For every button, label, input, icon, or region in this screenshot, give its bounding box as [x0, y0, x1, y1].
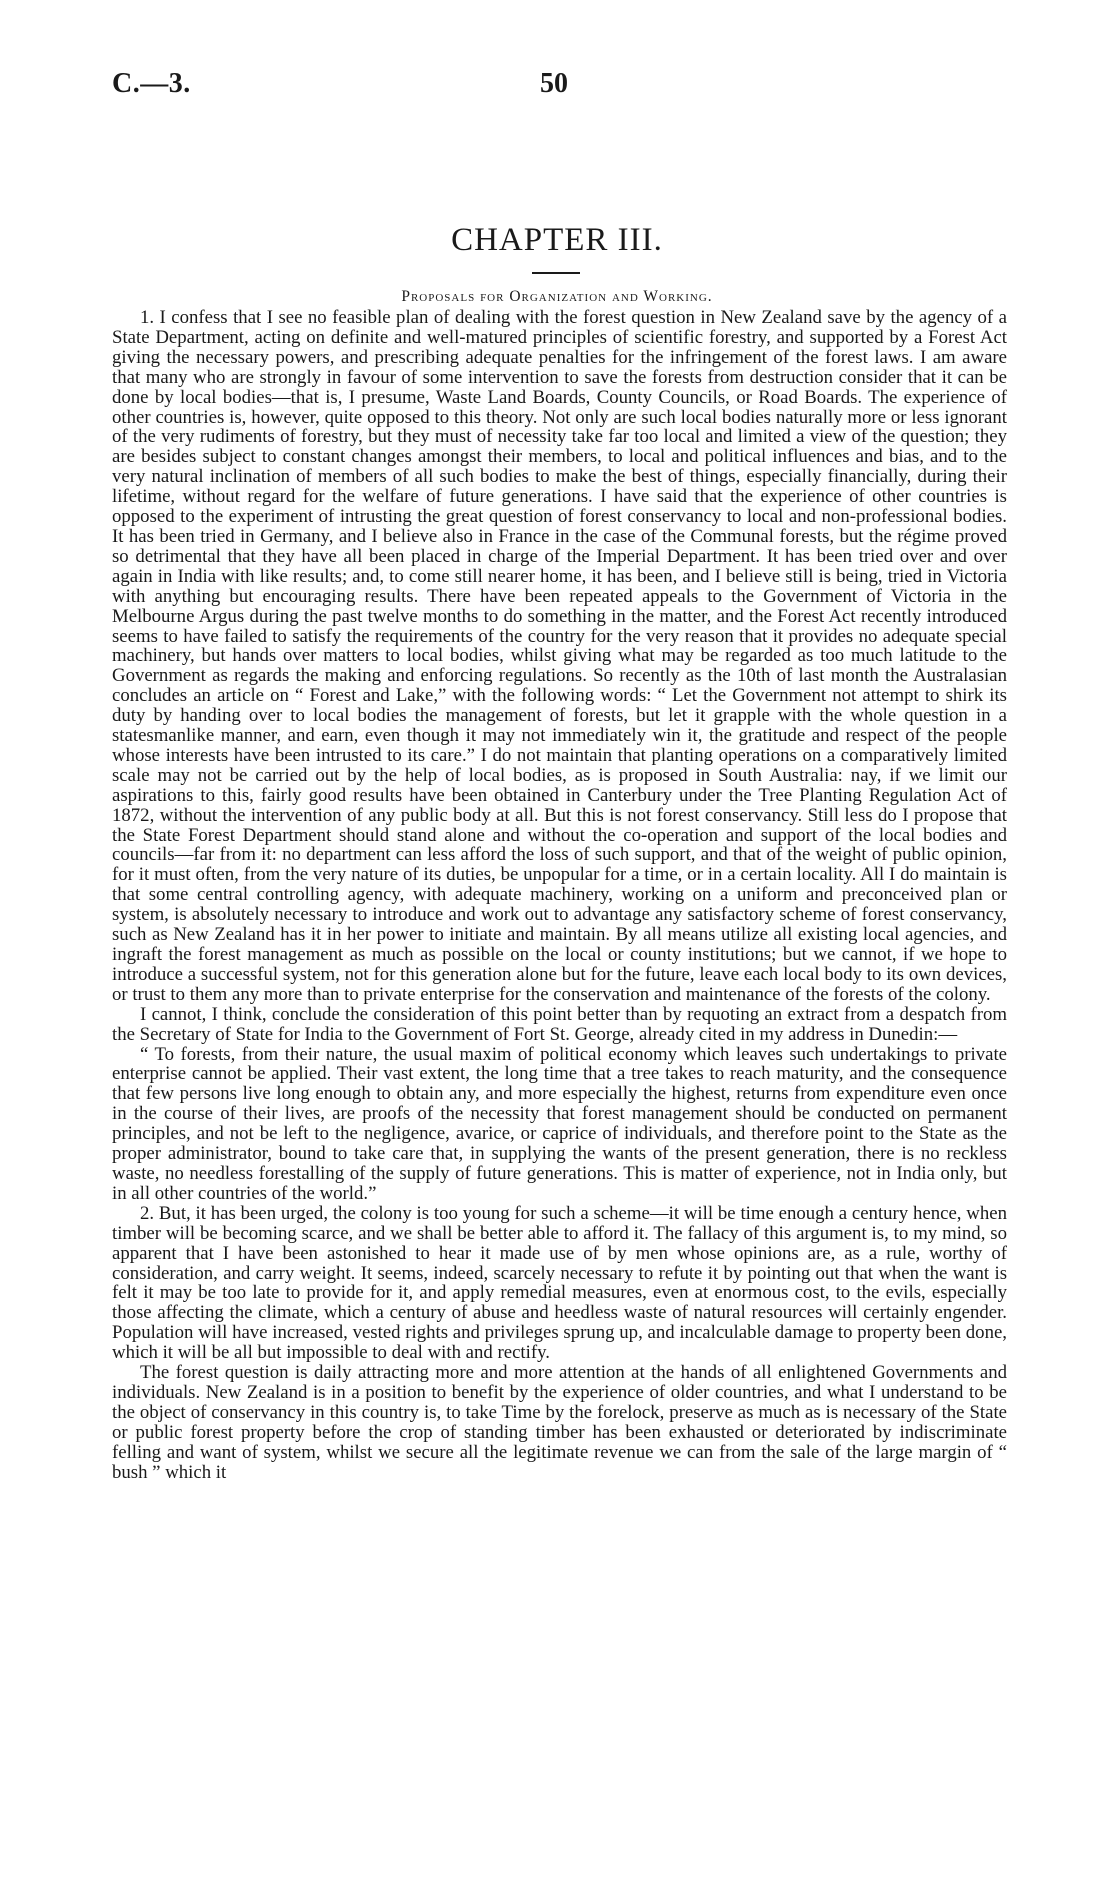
section-heading: Proposals for Organization and Working.	[401, 288, 713, 305]
quoted-despatch: “ To forests, from their nature, the usual maxim of political economy which leaves such undertakings to private enterprise cannot be applied. Their vast extent, the long time that a tree takes to reach maturity, and the consequence that few persons live long enough to obtain any, and more especially the highest, returns from expenditure even once in the course of their lives, are proofs of the necessity that forest management should be conducted on permanent principles, and not be left to the negligence, avarice, or caprice of individuals, and therefore point to the State as the proper administrator, bound to take care that, in supplying the wants of the present generation, there is no reckless waste, no needless forestalling of the supply of future generations. This is matter of experience, not in India only, but in all other countries of the world.”	[112, 1043, 1007, 1204]
paragraph-4: The forest question is daily attracting more and more attention at the hands of all enlightened Governments and individuals. New Zealand is in a position to benefit by the experience of older countries, and what I understand to be the object of conservancy in this country is, to take Time by the forelock, preserve as much as is necessary of the State or public forest property before the crop of standing timber has been exhausted or deteriorated by indiscriminate felling and want of system, whilst we secure all the legitimate revenue we can from the sale of the large margin of “ bush ” which it	[112, 1362, 1007, 1483]
document-reference: C.—3.	[112, 68, 191, 99]
chapter-title: CHAPTER III.	[451, 222, 663, 258]
title-rule	[532, 272, 580, 274]
page-number: 50	[540, 68, 568, 99]
paragraph-2: I cannot, I think, conclude the consideration of this point better than by requoting an extract from a despatch from the Secretary of State for India to the Government of Fort St. George, already cited in my address in Dunedin:—	[112, 1003, 1007, 1045]
paragraph-3: 2. But, it has been urged, the colony is too young for such a scheme—it will be time enough a century hence, when timber will be becoming scarce, and we shall be better able to afford it. The fallacy of this argument is, to my mind, so apparent that I have been astonished to hear it made use of by men whose opinions are, as a rule, worthy of consideration, and carry weight. It seems, indeed, scarcely necessary to refute it by pointing out that when the want is felt it may be too late to provide for it, and apply remedial measures, even at enormous cost, to the evils, especially those affecting the climate, which a century of abuse and heedless waste of natural resources will certainly engender. Population will have increased, vested rights and privileges sprung up, and incalculable damage to property been done, which it will be all but impossible to deal with and rectify.	[112, 1202, 1007, 1364]
paragraph-1: 1. I confess that I see no feasible plan of dealing with the forest question in New Zealand save by the agency of a State Department, acting on definite and well-matured principles of scientific forestry, and supported by a Forest Act giving the necessary powers, and prescribing adequate penalties for the infringement of the forest laws. I am aware that many who are strongly in favour of some intervention to save the forests from destruction consider that it can be done by local bodies—that is, I presume, Waste Land Boards, County Councils, or Road Boards. The experience of other countries is, however, quite opposed to this theory. Not only are such local bodies naturally more or less ignorant of the very rudiments of forestry, but they must of necessity take far too local and limited a view of the question; they are besides subject to constant changes amongst their members, to local and political influences and bias, and to the very natural inclination of members of all such bodies to make the best of things, especially financially, during their lifetime, without regard for the welfare of future generations. I have said that the experience of other countries is opposed to the experiment of intrusting the great question of forest conservancy to local and non-professional bodies. It has been tried in Germany, and I believe also in France in the case of the Communal forests, but the régime proved so detrimental that they have all been placed in charge of the Imperial Department. It has been tried over and over again in India with like results; and, to come still nearer home, it has been, and I believe still is being, tried in Victoria with anything but encouraging results. There have been repeated appeals to the Government of Victoria in the Melbourne Argus during the past twelve months to do something in the matter, and the Forest Act recently introduced seems to have failed to satisfy the requirements of the country for the very reason that it provides no adequate special machinery, but hands over matters to local bodies, whilst giving what may be regarded as too much latitude to the Government as regards the making and enforcing regulations. So recently as the 10th of last month the Australasian concludes an article on “ Forest and Lake,” with the following words: “ Let the Government not attempt to shirk its duty by handing over to local bodies the management of forests, but let it grapple with the whole question in a statesmanlike manner, and earn, even though it may not immediately win it, the gratitude and respect of the people whose interests have been intrusted to its care.” I do not maintain that planting operations on a comparatively limited scale may not be carried out by the help of local bodies, as is proposed in South Australia: nay, if we limit our aspirations to this, fairly good results have been obtained in Canterbury under the Tree Planting Regulation Act of 1872, without the intervention of any public body at all. But this is not forest conservancy. Still less do I propose that the State Forest Department should stand alone and without the co-operation and support of the local bodies and councils—far from it: no department can less afford the loss of such support, and that of the weight of public opinion, for it must often, from the very nature of its duties, be unpopular for a time, or in a certain locality. All I do maintain is that some central controlling agency, with adequate machinery, working on a uniform and preconceived plan or system, is absolutely necessary to introduce and work out to advantage any satisfactory scheme of forest conservancy, such as New Zealand has it in her power to initiate and maintain. By all means utilize all existing local agencies, and ingraft the forest management as much as possible on the local or county institutions; but we cannot, if we hope to introduce a successful system, not for this generation alone but for the future, leave each local body to its own devices, or trust to them any more than to private enterprise for the conservation and maintenance of the forests of the colony.	[112, 307, 1007, 1005]
body-text	[112, 308, 1007, 1482]
